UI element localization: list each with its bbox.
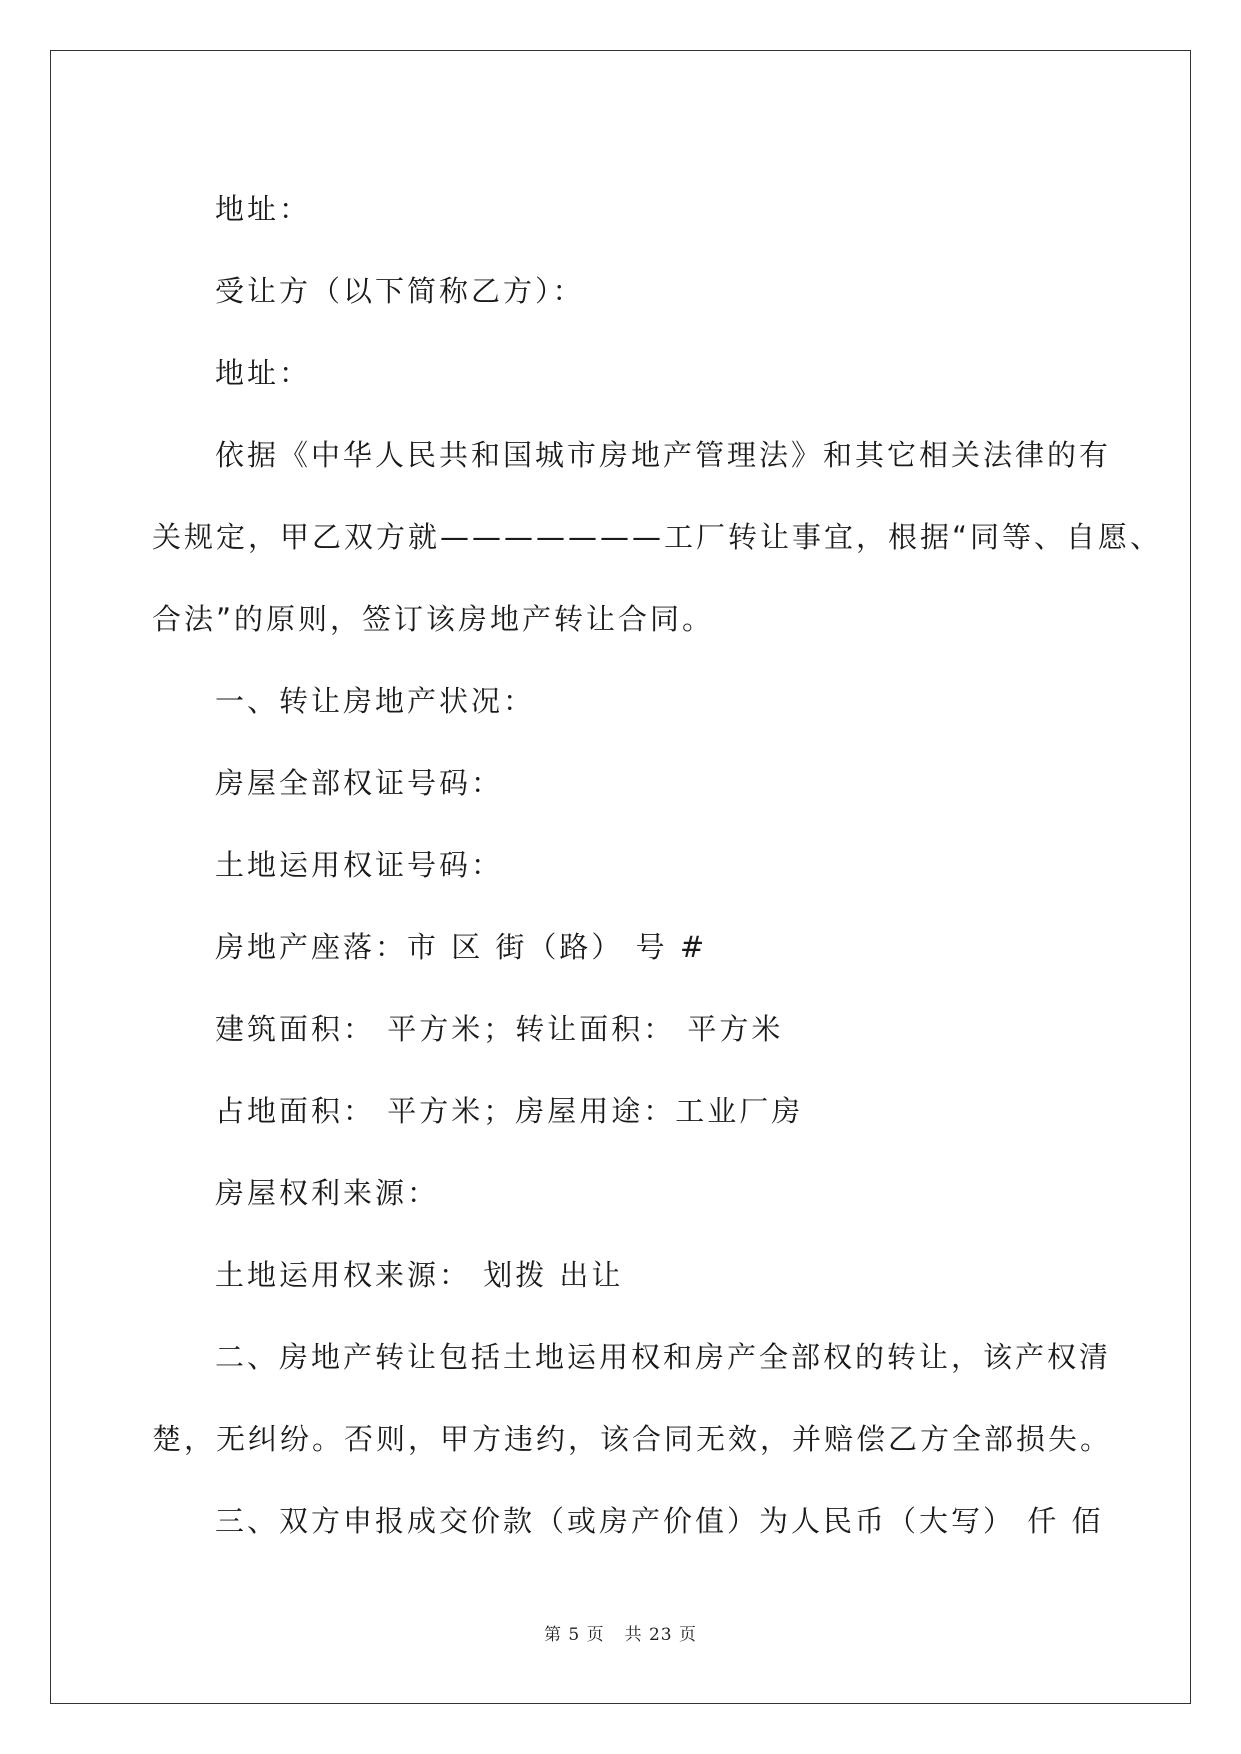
text-line: 建筑面积： 平方米；转让面积： 平方米 <box>215 1012 784 1046</box>
section-2 <box>152 1316 1113 1480</box>
field-land-certificate <box>152 824 1092 906</box>
field-land-right-source <box>152 1234 1092 1316</box>
page-total: 共 23 页 <box>624 1625 698 1645</box>
field-house-certificate <box>152 742 1092 824</box>
section-3 <box>152 1480 1104 1562</box>
text-line: 地址： <box>215 192 312 226</box>
text-line: 关规定，甲乙双方就———————工厂转让事宜，根据“同等、自愿、 <box>152 520 1163 554</box>
document-body <box>152 168 1163 1562</box>
text-line: 地址： <box>215 356 312 390</box>
field-house-right-source <box>152 1152 1092 1234</box>
text-line: 一、转让房地产状况： <box>215 684 536 718</box>
text-line: 房屋全部权证号码： <box>215 766 504 800</box>
field-land-area <box>152 1070 1092 1152</box>
text-line: 房地产座落：市 区 街（路） 号 # <box>215 930 708 964</box>
page-footer <box>0 1620 1241 1645</box>
text-line: 房屋权利来源： <box>215 1176 440 1210</box>
text-line: 合法”的原则，签订该房地产转让合同。 <box>152 602 715 636</box>
paragraph-address-1 <box>152 168 1092 250</box>
text-line: 土地运用权证号码： <box>215 848 504 882</box>
paragraph-transferee <box>152 250 1092 332</box>
text-line: 土地运用权来源： 划拨 出让 <box>215 1258 624 1292</box>
text-line: 占地面积： 平方米；房屋用途：工业厂房 <box>215 1094 804 1128</box>
text-line: 二、房地产转让包括土地运用权和房产全部权的转让，该产权清 <box>215 1340 1112 1374</box>
section-1-heading <box>152 660 1092 742</box>
page-number: 第 5 页 <box>543 1625 605 1645</box>
text-line: 依据《中华人民共和国城市房地产管理法》和其它相关法律的有 <box>215 438 1112 472</box>
text-line: 受让方（以下简称乙方）： <box>215 274 585 308</box>
paragraph-basis <box>152 414 1163 660</box>
text-line: 楚，无纠纷。否则，甲方违约，该合同无效，并赔偿乙方全部损失。 <box>152 1422 1113 1456</box>
field-building-area <box>152 988 1092 1070</box>
field-location <box>152 906 1092 988</box>
paragraph-address-2 <box>152 332 1092 414</box>
text-line: 三、双方申报成交价款（或房产价值）为人民币（大写） 仟 佰 <box>215 1504 1104 1538</box>
